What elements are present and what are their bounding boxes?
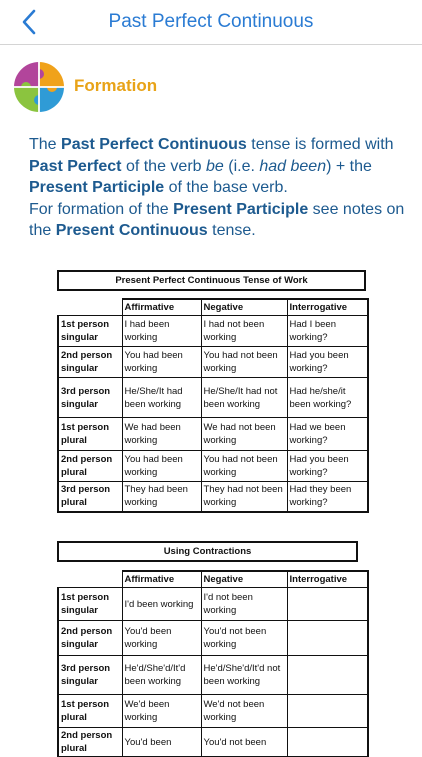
row-label: 2nd person plural bbox=[58, 728, 122, 757]
table-cell: We had been working bbox=[122, 418, 201, 451]
row-label: 2nd person plural bbox=[58, 451, 122, 482]
column-header: Affirmative bbox=[122, 571, 201, 588]
column-header: Affirmative bbox=[122, 299, 201, 316]
table-cell: You'd been bbox=[122, 728, 201, 757]
column-header: Negative bbox=[201, 571, 287, 588]
back-button[interactable] bbox=[14, 6, 44, 38]
table-row bbox=[58, 378, 368, 418]
table-cell bbox=[287, 588, 368, 621]
table-cell: You'd been working bbox=[122, 621, 201, 656]
table-cell: I'd been working bbox=[122, 588, 201, 621]
table-cell: You had not been working bbox=[201, 347, 287, 378]
table-cell bbox=[287, 621, 368, 656]
table-row bbox=[58, 418, 368, 451]
table-cell: Had you been working? bbox=[287, 451, 368, 482]
table-cell: You'd not been working bbox=[201, 621, 287, 656]
row-label: 1st person plural bbox=[58, 695, 122, 728]
section-title: Formation bbox=[74, 76, 158, 95]
table-cell: I had not been working bbox=[201, 316, 287, 347]
table-cell: You had not been working bbox=[201, 451, 287, 482]
table-row bbox=[58, 621, 368, 656]
table-row bbox=[58, 695, 368, 728]
table-cell: He/She/It had not been working bbox=[201, 378, 287, 418]
table-row bbox=[58, 728, 368, 757]
table-cell: Had you been working? bbox=[287, 347, 368, 378]
table-header-row bbox=[58, 299, 368, 316]
chevron-left-icon bbox=[21, 9, 37, 35]
row-label: 1st person singular bbox=[58, 588, 122, 621]
table-cell: You had been working bbox=[122, 347, 201, 378]
column-header: Negative bbox=[201, 299, 287, 316]
table-cell: We'd not been working bbox=[201, 695, 287, 728]
contractions-table bbox=[57, 570, 369, 757]
table-row bbox=[58, 347, 368, 378]
table-row bbox=[58, 588, 368, 621]
table-cell: Had we been working? bbox=[287, 418, 368, 451]
table-cell: He/She/It had been working bbox=[122, 378, 201, 418]
table-cell: You had been working bbox=[122, 451, 201, 482]
table-cell: We'd been working bbox=[122, 695, 201, 728]
table-cell: He'd/She'd/It'd not been working bbox=[201, 656, 287, 695]
table-row bbox=[58, 316, 368, 347]
row-label: 2nd person singular bbox=[58, 347, 122, 378]
table-cell: Had I been working? bbox=[287, 316, 368, 347]
contractions-table-caption: Using Contractions bbox=[57, 541, 358, 562]
table-cell: They had been working bbox=[122, 482, 201, 512]
description-paragraph-2: For formation of the Present Participle see notes on the Present Continuous tense. bbox=[29, 200, 405, 239]
row-label: 2nd person singular bbox=[58, 621, 122, 656]
table-cell: I had been working bbox=[122, 316, 201, 347]
table-cell: Had he/she/it been working? bbox=[287, 378, 368, 418]
row-label: 1st person singular bbox=[58, 316, 122, 347]
puzzle-icon bbox=[12, 60, 66, 114]
table-cell: You'd not been bbox=[201, 728, 287, 757]
row-label: 1st person plural bbox=[58, 418, 122, 451]
table-cell bbox=[287, 728, 368, 757]
nav-bar bbox=[0, 0, 422, 45]
conjugation-table-caption: Present Perfect Continuous Tense of Work bbox=[57, 270, 366, 291]
table-cell: They had not been working bbox=[201, 482, 287, 512]
column-header: Interrogative bbox=[287, 571, 368, 588]
table-cell: Had they been working? bbox=[287, 482, 368, 512]
page-title: Past Perfect Continuous bbox=[108, 11, 314, 32]
row-label: 3rd person singular bbox=[58, 378, 122, 418]
formation-description bbox=[29, 134, 414, 242]
table-cell: I'd not been working bbox=[201, 588, 287, 621]
table-row bbox=[58, 656, 368, 695]
row-label: 3rd person plural bbox=[58, 482, 122, 512]
description-paragraph-1: The Past Perfect Continuous tense is formed with Past Perfect of the verb be (i.e. had been) + the Present Participle of the base verb. bbox=[29, 136, 394, 196]
table-row bbox=[58, 482, 368, 512]
table-row bbox=[58, 451, 368, 482]
table-cell bbox=[287, 695, 368, 728]
column-header: Interrogative bbox=[287, 299, 368, 316]
table-cell bbox=[287, 656, 368, 695]
row-label: 3rd person singular bbox=[58, 656, 122, 695]
section-header bbox=[12, 60, 412, 114]
conjugation-table bbox=[57, 298, 369, 513]
table-cell: We had not been working bbox=[201, 418, 287, 451]
table-header-row bbox=[58, 571, 368, 588]
table-cell: He'd/She'd/It'd been working bbox=[122, 656, 201, 695]
